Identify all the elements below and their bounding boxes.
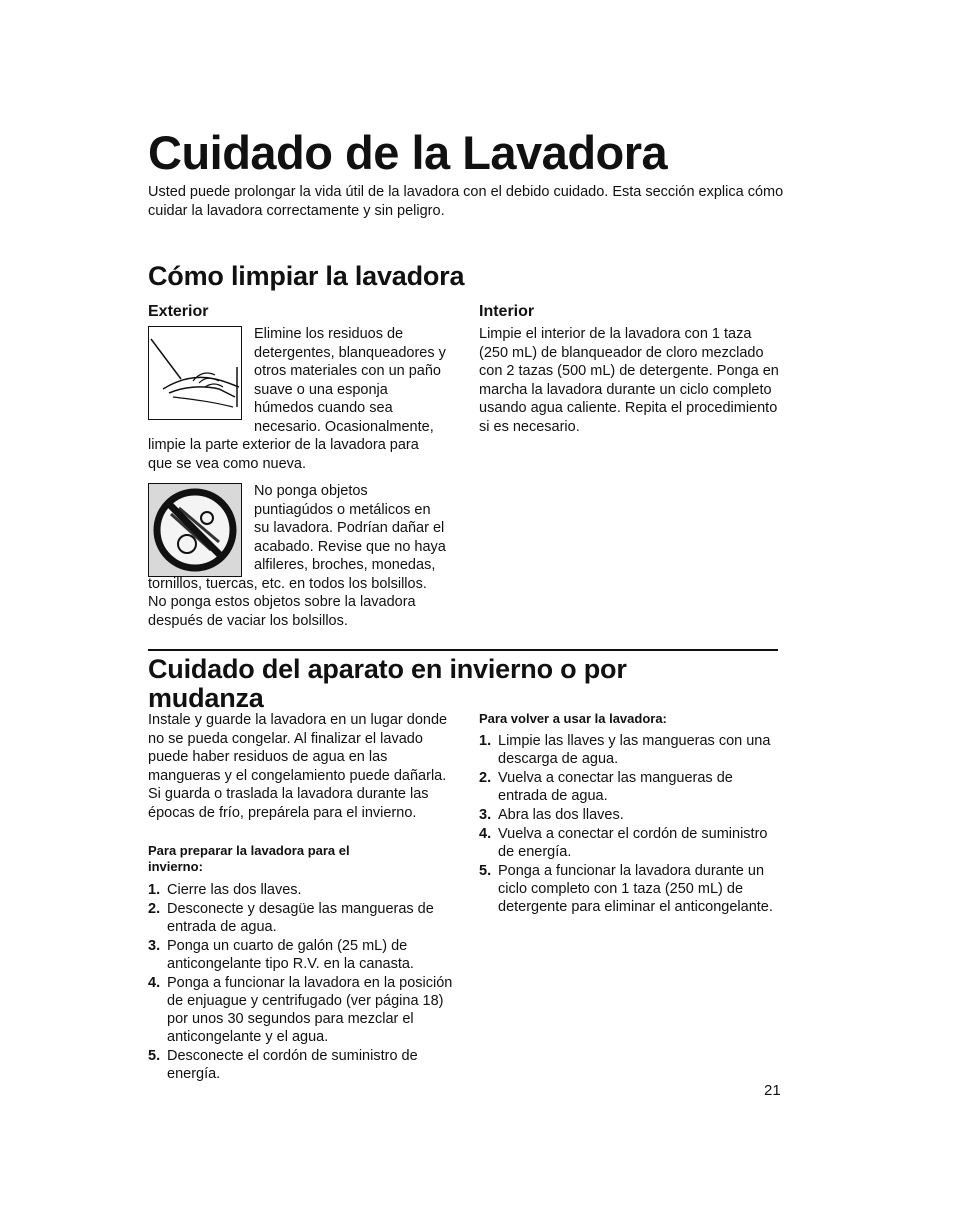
- reuse-section: [479, 711, 785, 917]
- list-item: 3. Ponga un cuarto de galón (25 mL) de anticongelante tipo R.V. en la canasta.: [148, 938, 414, 972]
- list-item: 4. Vuelva a conectar el cordón de suministro de energía.: [479, 826, 768, 860]
- reuse-steps: [479, 732, 785, 916]
- interior-paragraph: Limpie el interior de la lavadora con 1 taza (250 mL) de blanqueador de cloro mezclado con 2 tazas (500 mL) de detergente. Ponga en marcha la lavadora durante un ciclo completo usando agua caliente. Repita el procedimiento si es necesario.: [479, 326, 779, 435]
- interior-heading: Interior: [479, 303, 535, 320]
- intro-text: Usted puede prolongar la vida útil de la lavadora con el debido cuidado. Esta sección explica cómo cuidar la lavadora correctamente y sin peligro.: [148, 184, 784, 219]
- list-item: 4. Ponga a funcionar la lavadora en la posición de enjuague y centrifugado (ver página 18) por unos 30 segundos para mezclar el anticongelante y el agua.: [148, 975, 453, 1045]
- list-item: 3. Abra las dos llaves.: [479, 807, 624, 823]
- winter-intro: Instale y guarde la lavadora en un lugar donde no se pueda congelar. Al finalizar el lavado puede haber residuos de agua en las mangueras y el congelamiento puede dañarla. Si guarda o traslada la lavadora durante las épocas de frío, prepárela para el invierno.: [148, 712, 448, 821]
- prepare-heading: Para preparar la lavadora para el invierno:: [148, 843, 350, 874]
- list-item: 1. Cierre las dos llaves.: [148, 882, 302, 898]
- list-item: 5. Ponga a funcionar la lavadora durante un ciclo completo con 1 taza (250 mL) de detergente para eliminar el anticongelante.: [479, 863, 773, 915]
- prepare-section: [148, 843, 454, 1084]
- list-item: 2. Desconecte y desagüe las mangueras de entrada de agua.: [148, 901, 434, 935]
- prepare-steps: [148, 881, 454, 1083]
- list-item: 2. Vuelva a conectar las mangueras de entrada de agua.: [479, 770, 733, 804]
- page-title: Cuidado de la Lavadora: [148, 126, 668, 179]
- cleaning-heading: Cómo limpiar la lavadora: [148, 261, 465, 291]
- exterior-paragraph-2: No ponga objetos puntiagúdos o metálicos en su lavadora. Podrían dañar el acabado. Revise que no haya alfileres, broches, monedas, tornillos, tuercas, etc. en todos los bolsillos. No ponga estos objetos sobre la lavadora después de vaciar los bolsillos.: [148, 483, 446, 629]
- winter-heading: Cuidado del aparato en invierno o por mudanza: [148, 654, 627, 713]
- section-divider: [148, 649, 778, 651]
- exterior-wrap-1: [148, 325, 446, 437]
- list-item: 1. Limpie las llaves y las mangueras con una descarga de agua.: [479, 733, 771, 767]
- reuse-heading: Para volver a usar la lavadora:: [479, 711, 667, 726]
- exterior-paragraph-1: Elimine los residuos de detergentes, blanqueadores y otros materiales con un paño suave o una esponja húmedos cuando sea necesario. Ocasionalmente, limpie la parte exterior de la lavadora para que se vea como nueva.: [148, 326, 446, 472]
- exterior-heading: Exterior: [148, 303, 209, 320]
- page-number: 21: [764, 1082, 781, 1099]
- list-item: 5. Desconecte el cordón de suministro de energía.: [148, 1048, 418, 1082]
